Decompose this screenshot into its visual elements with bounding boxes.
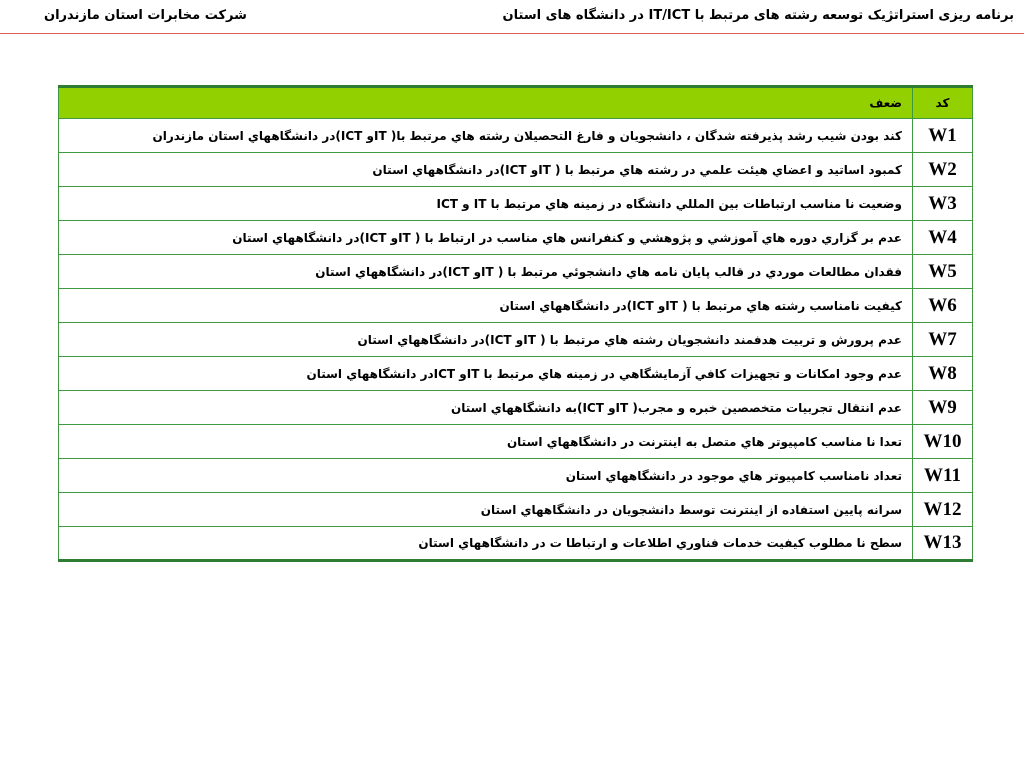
table-row xyxy=(59,289,973,323)
row-weakness-text: فقدان مطالعات موردي در قالب پايان نامه هاي دانشجوئي مرتبط با ( ITو ICT)در دانشگاههاي استان xyxy=(59,255,913,289)
table-row xyxy=(59,357,973,391)
table-row xyxy=(59,493,973,527)
row-weakness-text: كمبود اساتيد و اعضاي هيئت علمي در رشته هاي مرتبط با ( ITو ICT)در دانشگاههاي استان xyxy=(59,153,913,187)
table-header-row xyxy=(59,87,973,119)
column-header-code: کد xyxy=(913,87,973,119)
table-row xyxy=(59,187,973,221)
row-weakness-text: وضعيت نا مناسب ارتباطات بين المللي دانشگاه در زمينه هاي مرتبط با IT و ICT xyxy=(59,187,913,221)
row-weakness-text: تعداد نامناسب كامپيوتر هاي موجود در دانشگاههاي استان xyxy=(59,459,913,493)
company-name: شرکت مخابرات استان مازندران xyxy=(44,8,247,23)
table-row xyxy=(59,459,973,493)
row-weakness-text: عدم بر گزاري دوره هاي آموزشي و پژوهشي و كنفرانس هاي مناسب در ارتباط با ( ITو ICT)در دانشگاههاي استان xyxy=(59,221,913,255)
row-code: W12 xyxy=(913,493,973,527)
document-title: برنامه ریزی استراتژیک توسعه رشته های مرتبط با IT/ICT در دانشگاه های استان xyxy=(502,8,1014,23)
row-code: W3 xyxy=(913,187,973,221)
table-row xyxy=(59,323,973,357)
row-weakness-text: عدم انتقال تجربيات متخصصين خبره و مجرب( ITو ICT)به دانشگاههاي استان xyxy=(59,391,913,425)
table-row xyxy=(59,425,973,459)
row-code: W7 xyxy=(913,323,973,357)
column-header-weakness: ضعف xyxy=(59,87,913,119)
row-code: W2 xyxy=(913,153,973,187)
table-row xyxy=(59,391,973,425)
row-weakness-text: سطح نا مطلوب كيفيت خدمات فناوري اطلاعات و ارتباطا ت در دانشگاههاي استان xyxy=(59,527,913,561)
row-code: W4 xyxy=(913,221,973,255)
row-code: W13 xyxy=(913,527,973,561)
row-weakness-text: كيفيت نامناسب رشته هاي مرتبط با ( ITو ICT)در دانشگاههاي استان xyxy=(59,289,913,323)
row-code: W5 xyxy=(913,255,973,289)
header-bar xyxy=(0,0,1024,34)
weaknesses-table xyxy=(58,85,973,562)
table-row xyxy=(59,221,973,255)
row-code: W8 xyxy=(913,357,973,391)
row-code: W9 xyxy=(913,391,973,425)
table-row xyxy=(59,153,973,187)
row-code: W11 xyxy=(913,459,973,493)
row-code: W1 xyxy=(913,119,973,153)
row-weakness-text: عدم پرورش و تربيت هدفمند دانشجويان رشته هاي مرتبط با ( ITو ICT)در دانشگاههاي استان xyxy=(59,323,913,357)
row-code: W10 xyxy=(913,425,973,459)
row-weakness-text: تعدا نا مناسب كامپيوتر هاي متصل به اينترنت در دانشگاههاي استان xyxy=(59,425,913,459)
table-row xyxy=(59,255,973,289)
table-row xyxy=(59,119,973,153)
row-weakness-text: عدم وجود امكانات و تجهيزات كافي آزمايشگاهي در زمينه هاي مرتبط با ITو ICTدر دانشگاههاي استان xyxy=(59,357,913,391)
row-weakness-text: كند بودن شيب رشد پذيرفته شدگان ، دانشجويان و فارغ التحصيلان رشته هاي مرتبط با( ITو ICT)در دانشگاههاي استان مازندران xyxy=(59,119,913,153)
row-code: W6 xyxy=(913,289,973,323)
row-weakness-text: سرانه پايين استفاده از اينترنت توسط دانشجويان در دانشگاههاي استان xyxy=(59,493,913,527)
table-row xyxy=(59,527,973,561)
